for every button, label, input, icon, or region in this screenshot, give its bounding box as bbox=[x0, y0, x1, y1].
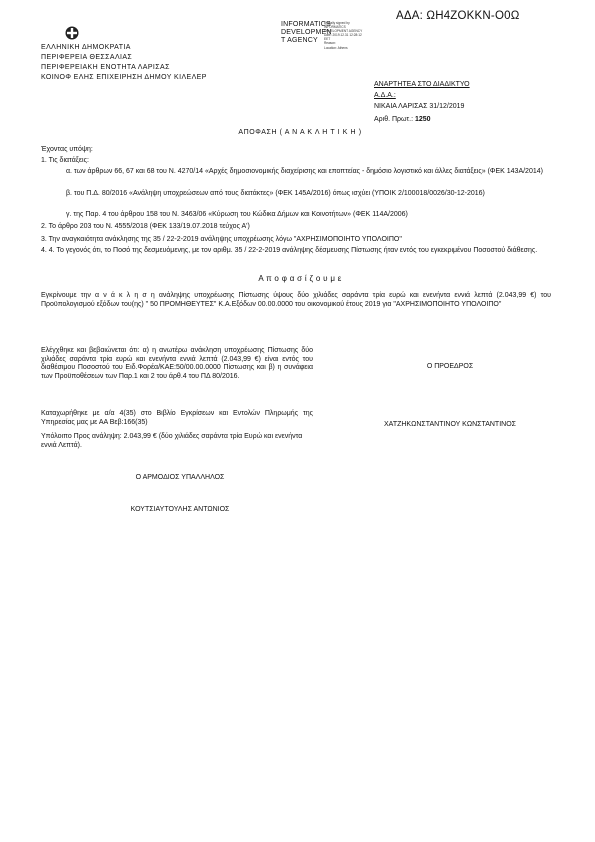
decision-title: ΑΠΟΦΑΣΗ ( Α Ν Α Κ Λ Η Τ Ι Κ Η ) bbox=[238, 129, 362, 136]
consideration-3: 3. Την αναγκαιότητα ανάκλησης της 35 / 22-2-2019 ανάληψης υποχρέωσης λόγω "ΑΧΡΗΣΙΜΟΠΟΙΗΤΟ ΥΠΟΛΟΙΠΟ" bbox=[41, 236, 402, 243]
header-line-1: ΕΛΛΗΝΙΚΗ ΔΗΜΟΚΡΑΤΙΑ bbox=[41, 44, 131, 51]
president-name: ΧΑΤΖΗΚΩΝΣΤΑΝΤΙΝΟΥ ΚΩΝΣΤΑΝΤΙΝΟΣ bbox=[384, 421, 516, 428]
decision-text: Εγκρίνουμε την α ν ά κ λ η σ η ανάληψης υποχρέωσης Πίστωσης ύψους δύο χιλιάδες σαράντα τρία ευρώ και ενενήντα εννιά λεπτά (2.043,99 €) του Προϋπολογισμού εξόδων του(ης) " 50 ΠΡΟΜΗΘΕΥΤΕΣ" Κ.Α.Εξόδων 00.00.0000 του οικονομικού έτους 2019 για "ΑΧΡΗΣΙΜΟΠΟΙΗΤΟ ΥΠΟΛΟΙΠΟ" bbox=[41, 292, 551, 308]
verification-paragraph-3: Υπόλοιπο Προς ανάληψη: 2.043,99 € (δύο χιλιάδες σαράντα τρία Ευρώ και ενενήντα εννιά Λεπτά). bbox=[41, 433, 303, 449]
header-line-3: ΠΕΡΙΦΕΡΕΙΑΚΗ ΕΝΟΤΗΤΑ ΛΑΡΙΣΑΣ bbox=[41, 64, 170, 71]
header-line-2: ΠΕΡΙΦΕΡΕΙΑ ΘΕΣΣΑΛΙΑΣ bbox=[41, 54, 133, 61]
consideration-2: 2. Το άρθρο 203 του Ν. 4555/2018 (ΦΕΚ 133/19.07.2018 τεύχος Α') bbox=[41, 223, 250, 230]
official-name: ΚΟΥΤΣΙΑΥΤΟΥΛΗΣ ΑΝΤΩΝΙΟΣ bbox=[130, 506, 230, 513]
posted-online-label: ΑΝΑΡΤΗΤΕΑ ΣΤΟ ΔΙΑΔΙΚΤΥΟ bbox=[374, 81, 470, 88]
consideration-4: 4. 4. Το γεγονός ότι, το Ποσό της δεσμευόμενης, με τον αριθμ. 35 / 22-2-2019 ανάληψης δέσμευσης Πίστωσης ήταν εντός του εγκεκριμένου Ποσοστού διάθεσης. bbox=[41, 247, 538, 254]
ada-label: Α.Δ.Α.: bbox=[374, 92, 396, 99]
digital-signature-block: Digitally signed by INFORMATICS DEVELOPMENT AGENCY Date: 2019.12.31 12:28:12 EET Reason: Location: Athens bbox=[324, 21, 363, 50]
considerations-intro: Έχοντας υπόψη: bbox=[41, 146, 93, 153]
ada-code-top: ΑΔΑ: ΩΗ4ΖΟΚΚΝ-Ο0Ω bbox=[396, 10, 520, 22]
coat-of-arms-icon bbox=[65, 26, 79, 40]
consideration-1c: γ. της Παρ. 4 του άρθρου 158 του Ν. 3463/06 «Κύρωση του Κώδικα Δήμων και Κοινοτήτων» (ΦΕΚ 114Α/2006) bbox=[66, 211, 408, 218]
ida-label: INFORMATICS DEVELOPMEN T AGENCY bbox=[281, 21, 332, 45]
consideration-1: 1. Τις διατάξεις: bbox=[41, 157, 89, 164]
president-title: Ο ΠΡΟΕΔΡΟΣ bbox=[426, 363, 474, 370]
decide-heading: Α π ο φ α σ ί ζ ο υ μ ε bbox=[258, 274, 342, 283]
consideration-1b: β. του Π.Δ. 80/2016 «Ανάληψη υποχρεώσεων από τους διατάκτες» (ΦΕΚ 145Α/2016) όπως ισχύει (ΥΠΟΙΚ 2/100018/0026/30-12-2016) bbox=[66, 190, 485, 197]
header-line-4: ΚΟΙΝΟΦ ΕΛΗΣ ΕΠΙΧΕΙΡΗΣΗ ΔΗΜΟΥ ΚΙΛΕΛΕΡ bbox=[41, 74, 207, 81]
consideration-1a: α. των άρθρων 66, 67 και 68 του Ν. 4270/14 «Αρχές δημοσιονομικής διαχείρισης και εποπτείας - δημόσιο λογιστικό και άλλες διατάξεις» (ΦΕΚ 143Α/2014) bbox=[66, 168, 543, 175]
protocol-number: Αριθ. Πρωτ.: 1250 bbox=[374, 116, 431, 123]
date-line: ΝΙΚΑΙΑ ΛΑΡΙΣΑΣ 31/12/2019 bbox=[374, 103, 465, 110]
verification-paragraph-2: Καταχωρήθηκε με α/α 4(35) στο Βιβλίο Εγκρίσεων και Εντολών Πληρωμής της Υπηρεσίας μας με ΑΑ Βεβ:166(35) bbox=[41, 410, 313, 426]
verification-paragraph-1: Ελέγχθηκε και βεβαιώνεται ότι: α) η ανωτέρω ανάκληση υποχρέωσης Πίστωσης δύο χιλιάδες σαράντα τρία ευρώ και ενενήντα εννιά λεπτά (2.043,99 €) είναι εντός του διαθέσιμου Ποσοστού του Ειδ.Φορέα/ΚΑΕ:50/00.00.0000 Πίστωσης και β) η συνάφεια των Προϋποθέσεων των Παρ.1 και 2 του άρθ.4 του ΠΔ 80/2016. bbox=[41, 347, 313, 380]
official-title: Ο ΑΡΜΟΔΙΟΣ ΥΠΑΛΛΗΛΟΣ bbox=[135, 474, 225, 481]
